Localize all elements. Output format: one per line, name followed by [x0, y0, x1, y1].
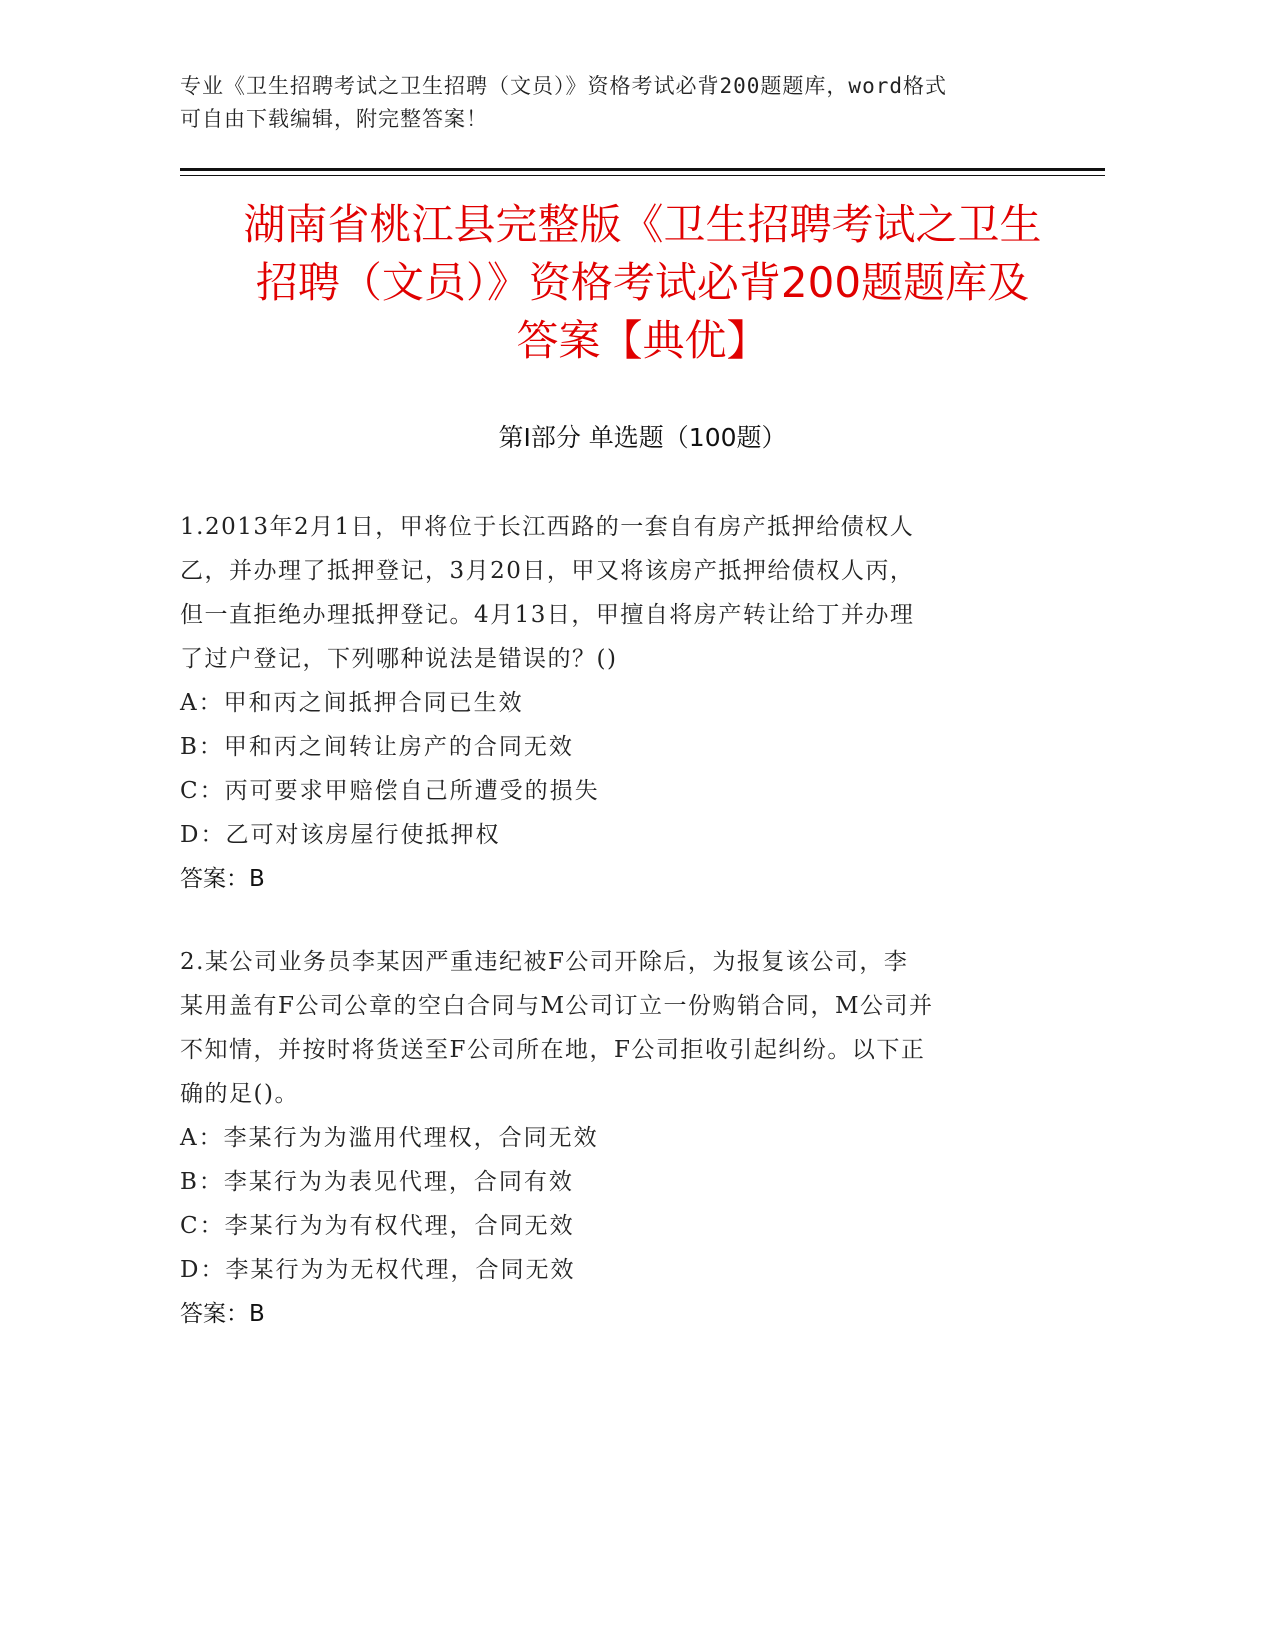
title-line-1: 湖南省桃江县完整版《卫生招聘考试之卫生 [243, 200, 1042, 249]
question-1-line-3: 但一直拒绝办理抵押登记。4月13日，甲擅自将房产转让给丁并办理 [180, 602, 915, 628]
question-1-answer: 答案：B [180, 866, 265, 892]
question-2-answer: 答案：B [180, 1301, 265, 1327]
question-1-line-2: 乙，并办理了抵押登记，3月20日，甲又将该房产抵押给债权人丙， [180, 558, 915, 584]
header-note-line-1: 专业《卫生招聘考试之卫生招聘（文员）》资格考试必背200题题库，word格式 [180, 74, 947, 98]
question-2-option-c: C：李某行为为有权代理，合同无效 [180, 1213, 575, 1239]
question-2 [180, 940, 1060, 1336]
header-divider-thin [180, 175, 1105, 176]
question-1-line-1: 1.2013年2月1日，甲将位于长江西路的一套自有房产抵押给债权人 [180, 514, 915, 540]
question-1-option-d: D：乙可对该房屋行使抵押权 [180, 822, 501, 848]
question-2-line-1: 2.某公司业务员李某因严重违纪被F公司开除后，为报复该公司，李 [180, 949, 909, 975]
question-2-text [180, 940, 1060, 1116]
header-note-line-2: 可自由下载编辑，附完整答案！ [180, 107, 488, 131]
question-1 [180, 505, 1060, 901]
question-1-option-b: B：甲和丙之间转让房产的合同无效 [180, 734, 574, 760]
question-1-text [180, 505, 1060, 681]
question-2-option-a: A：李某行为为滥用代理权，合同无效 [180, 1125, 599, 1151]
title-line-2: 招聘（文员）》资格考试必背200题题库及 [255, 258, 1030, 307]
document-title [180, 196, 1105, 370]
section-heading: 第Ⅰ部分 单选题（100题） [498, 423, 787, 452]
header-divider-thick [180, 168, 1105, 171]
header-note [180, 70, 1060, 136]
question-1-option-c: C：丙可要求甲赔偿自己所遭受的损失 [180, 778, 600, 804]
question-2-option-d: D：李某行为为无权代理，合同无效 [180, 1257, 576, 1283]
question-2-line-2: 某用盖有F公司公章的空白合同与M公司订立一份购销合同，M公司并 [180, 993, 934, 1019]
question-1-option-a: A：甲和丙之间抵押合同已生效 [180, 690, 524, 716]
question-2-line-4: 确的足()。 [180, 1081, 299, 1107]
question-2-option-b: B：李某行为为表见代理，合同有效 [180, 1169, 574, 1195]
question-1-line-4: 了过户登记，下列哪种说法是错误的？() [180, 646, 618, 672]
question-2-line-3: 不知情，并按时将货送至F公司所在地，F公司拒收引起纠纷。以下正 [180, 1037, 926, 1063]
title-line-3: 答案【典优】 [516, 316, 769, 365]
